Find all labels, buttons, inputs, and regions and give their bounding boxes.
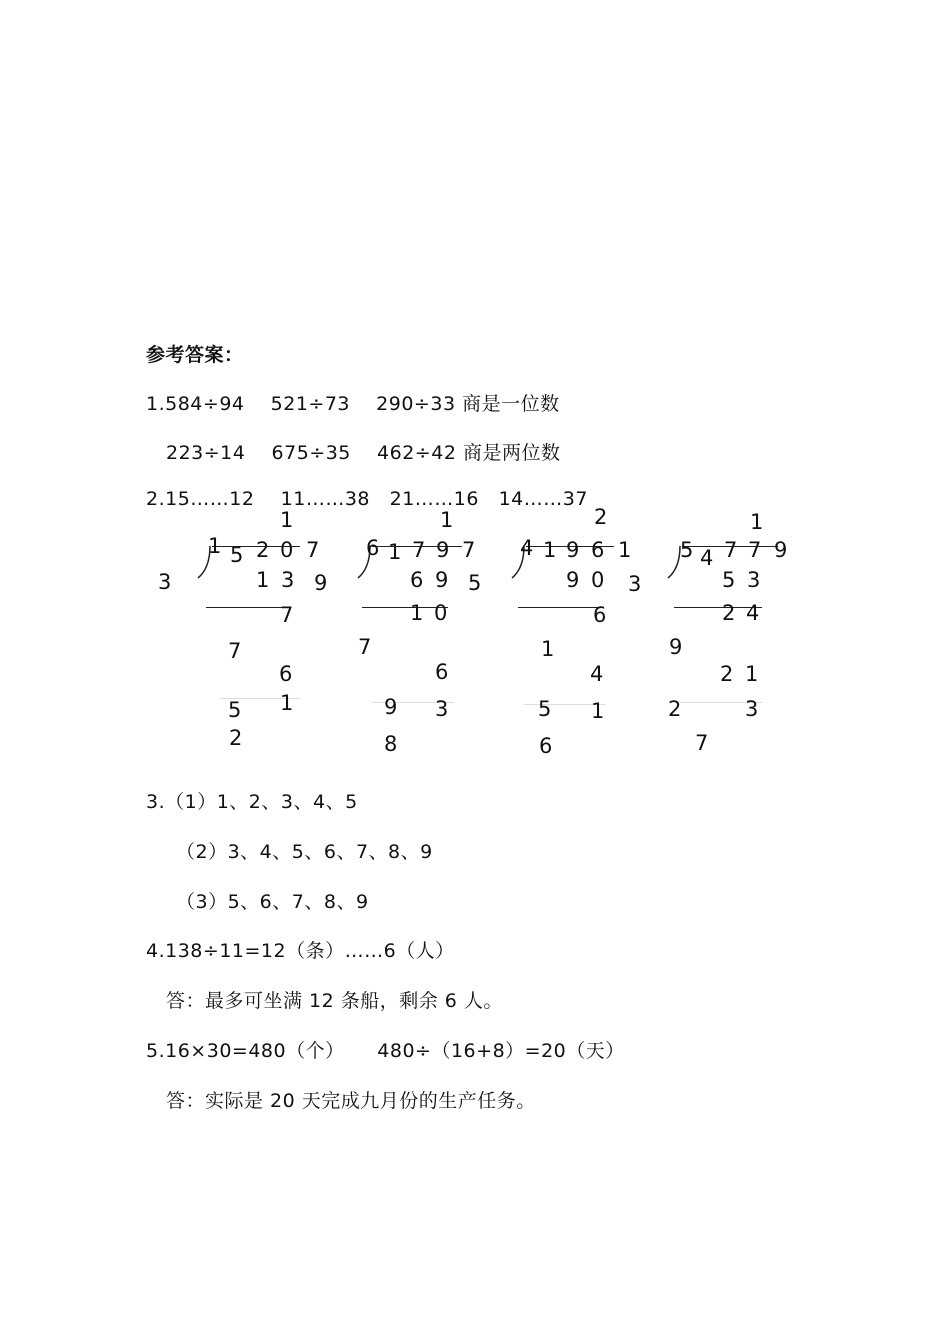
- q3-line3: （3）5、6、7、8、9: [176, 891, 369, 913]
- working-digit: 1: [541, 637, 555, 661]
- dividend-digit: 7: [462, 538, 476, 562]
- dividend-digit: 5: [230, 543, 244, 567]
- dividend-digit: 7: [748, 538, 762, 562]
- dividend-digit: 7: [724, 538, 738, 562]
- dividend-digit: 5: [680, 538, 694, 562]
- q1-line1: 1.584÷94 521÷73 290÷33 商是一位数: [146, 393, 560, 415]
- dividend-digit: 4: [520, 536, 534, 560]
- product-digit: 9: [566, 568, 580, 592]
- difference-digit: 0: [434, 601, 448, 625]
- remainder-digit: 2: [229, 726, 243, 750]
- product-digit: 9: [314, 571, 328, 595]
- working-digit: 9: [669, 635, 683, 659]
- working-digit: 7: [358, 635, 372, 659]
- working-digit: 6: [435, 660, 449, 684]
- product-digit: 1: [256, 568, 270, 592]
- remainder-digit: 6: [539, 734, 553, 758]
- dividend-digit: 4: [700, 546, 714, 570]
- dividend-digit: 6: [591, 538, 605, 562]
- q2-answers: 2.15……12 11……38 21……16 14……37: [146, 488, 588, 510]
- dividend-digit: 7: [412, 538, 426, 562]
- product-digit: 3: [281, 568, 295, 592]
- q5-line1: 5.16×30=480（个） 480÷（16+8）=20（天）: [146, 1040, 625, 1062]
- remainder-digit: 7: [695, 731, 709, 755]
- dividend-digit: 2: [256, 538, 270, 562]
- quotient-digit: 1: [750, 510, 764, 534]
- working-digit: 5: [228, 698, 242, 722]
- difference-digit: 4: [746, 601, 760, 625]
- product-digit: 3: [747, 568, 761, 592]
- product-digit: 6: [410, 568, 424, 592]
- working-digit: 3: [745, 697, 759, 721]
- dividend-digit: 1: [543, 538, 557, 562]
- difference-digit: 6: [593, 603, 607, 627]
- quotient-digit: 1: [440, 508, 454, 532]
- divisor-digit: 3: [628, 572, 642, 596]
- q4-line1: 4.138÷11=12（条）……6（人）: [146, 940, 455, 962]
- remainder-digit: 8: [384, 732, 398, 756]
- q3-line1: 3.（1）1、2、3、4、5: [146, 791, 358, 813]
- working-digit: 4: [590, 662, 604, 686]
- difference-digit: 1: [410, 601, 424, 625]
- q1-line2: 223÷14 675÷35 462÷42 商是两位数: [166, 442, 561, 464]
- working-digit: 1: [280, 691, 294, 715]
- dividend-digit: 1: [388, 540, 402, 564]
- difference-digit: 2: [722, 601, 736, 625]
- product-digit: 9: [435, 568, 449, 592]
- working-digit: 7: [228, 639, 242, 663]
- dividend-digit: 6: [366, 536, 380, 560]
- dividend-digit: 0: [280, 538, 294, 562]
- product-digit: 5: [468, 571, 482, 595]
- dividend-digit: 1: [208, 534, 222, 558]
- q4-answer: 答：最多可坐满 12 条船，剩余 6 人。: [166, 990, 503, 1012]
- dividend-digit: 9: [436, 538, 450, 562]
- working-digit: 9: [384, 695, 398, 719]
- q5-answer: 答：实际是 20 天完成九月份的生产任务。: [166, 1090, 536, 1112]
- quotient-digit: 2: [594, 505, 608, 529]
- working-digit: 1: [745, 662, 759, 686]
- q3-line2: （2）3、4、5、6、7、8、9: [176, 841, 433, 863]
- dividend-digit: 9: [566, 538, 580, 562]
- working-digit: 6: [279, 662, 293, 686]
- divisor-digit: 3: [158, 570, 172, 594]
- working-digit: 5: [538, 697, 552, 721]
- product-digit: 0: [591, 568, 605, 592]
- difference-digit: 7: [280, 603, 294, 627]
- dividend-digit: 9: [774, 538, 788, 562]
- working-digit: 3: [435, 697, 449, 721]
- working-digit: 1: [591, 699, 605, 723]
- dividend-digit: 7: [306, 538, 320, 562]
- working-digit: 2: [668, 697, 682, 721]
- quotient-digit: 1: [280, 508, 294, 532]
- product-digit: 5: [722, 568, 736, 592]
- working-digit: 2: [720, 662, 734, 686]
- dividend-digit: 1: [618, 538, 632, 562]
- page-heading: 参考答案：: [146, 344, 244, 366]
